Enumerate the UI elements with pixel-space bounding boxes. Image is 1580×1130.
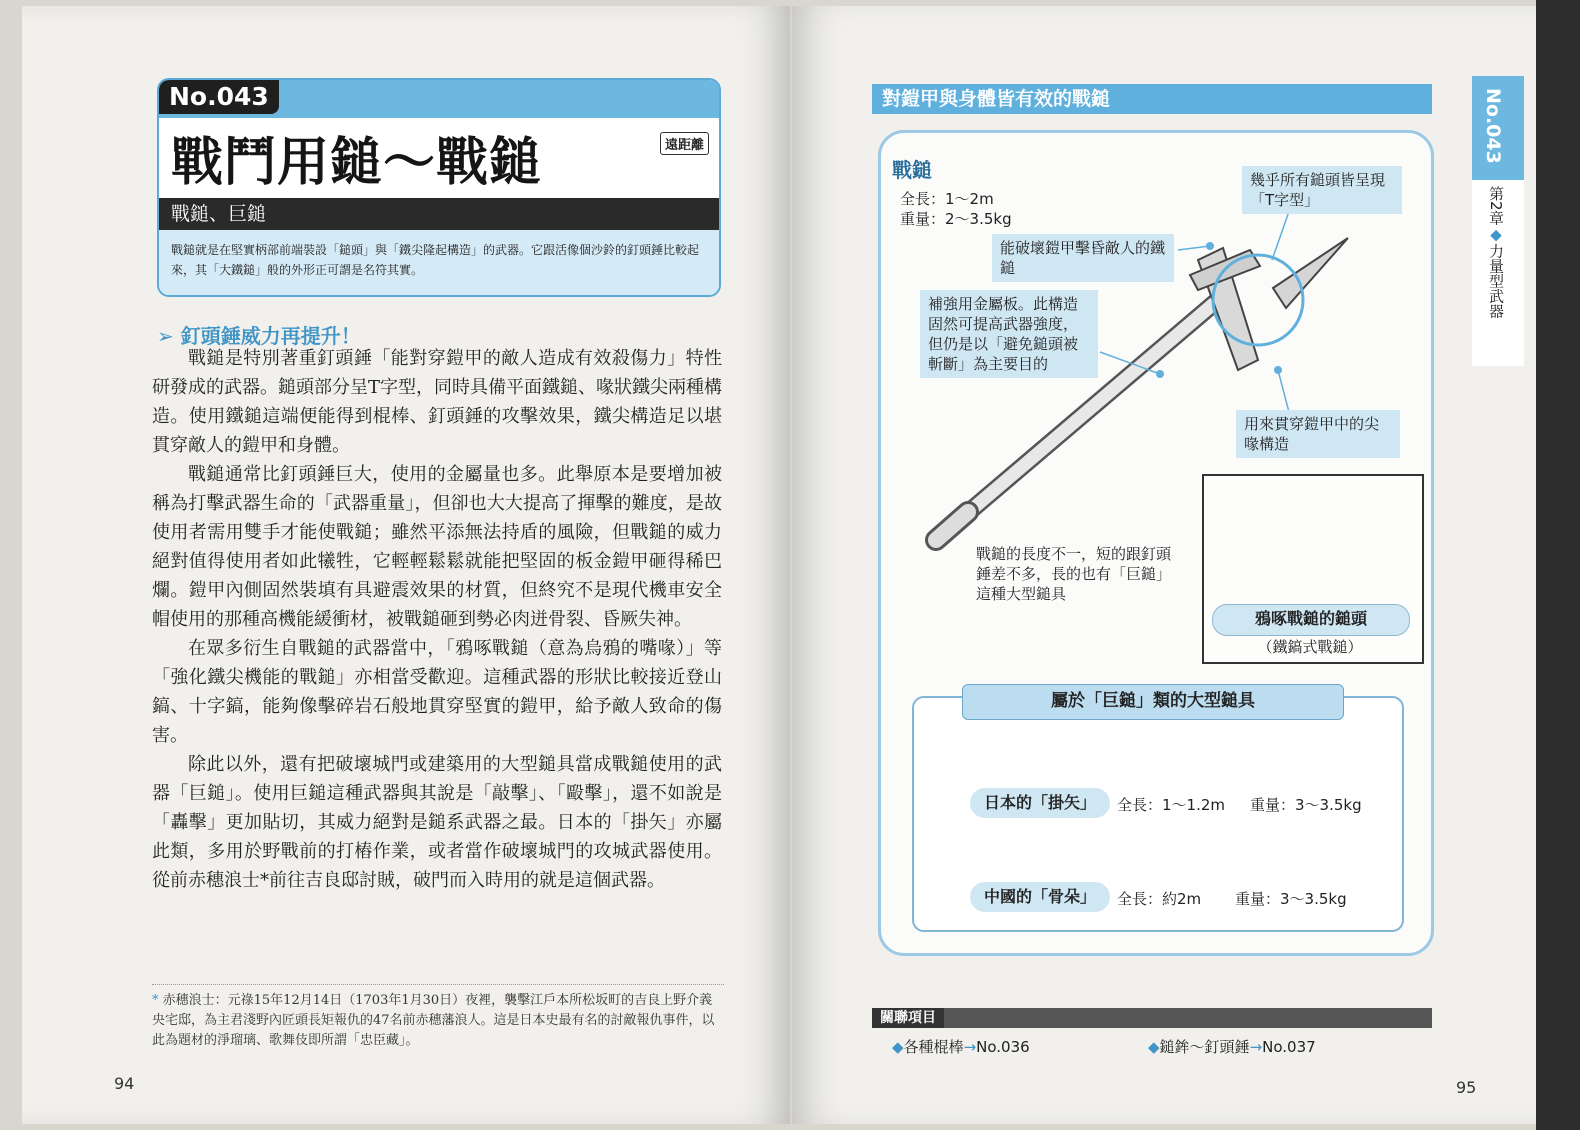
related-ref: No.036 [976,1038,1030,1056]
guduo-length: 全長：約2m [1117,890,1202,908]
related-label: 關聯項目 [872,1008,944,1028]
title-box [157,78,721,297]
left-page [22,6,790,1124]
callout-t-shape: 幾乎所有鎚頭皆呈現「T字型」 [1242,166,1402,214]
side-tab-chapter-prefix: 第2章 [1487,186,1505,226]
footnote-marker: * [152,993,159,1008]
callout-plate: 補強用金屬板。此構造固然可提高武器強度，但仍是以「避免鎚頭被斬斷」為主要目的 [920,290,1098,378]
kakeya-weight: 重量：3～3.5kg [1250,796,1362,814]
callout-spike: 用來貫穿鎧甲中的尖喙構造 [1236,410,1400,458]
entry-number: No.043 [159,80,279,114]
subtitle-bar: 戰鎚、巨鎚 [159,198,719,230]
side-tab-number-box [1472,76,1524,180]
inset-label: 鴉啄戰鎚的鎚頭 [1212,604,1410,636]
related-bar [872,1008,1432,1028]
page-number-right: 95 [1456,1078,1477,1097]
related-text: 鎚鉾～釘頭錘 [1159,1038,1250,1056]
kakeya-name: 日本的「掛矢」 [970,788,1110,818]
paragraph-1: 戰鎚是特別著重釘頭錘「能對穿鎧甲的敵人造成有效殺傷力」特性研發成的武器。鎚頭部分呈T字型，同時具備平面鐵鎚、喙狀鐵尖兩種構造。使用鐵鎚這端便能得到棍棒、釘頭錘的攻擊效果，鐵尖構造足以堪貫穿敵人的鎧甲和身體。 [152,348,723,456]
weapon-weight: 重量：2～3.5kg [900,210,1012,228]
footnote [152,984,724,1051]
paragraph-3: 在眾多衍生自戰鎚的武器當中，「鴉啄戰鎚（意為烏鴉的嘴喙）」等「強化鐵尖機能的戰鎚」亦相當受歡迎。這種武器的形狀比較接近登山鎬、十字鎬，能夠像擊碎岩石般地貫穿堅實的鎧甲，給予敵人致命的傷害。 [152,638,722,746]
range-badge: 遠距離 [660,132,709,155]
diagram-title: 對鎧甲與身體皆有效的戰鎚 [872,84,1432,114]
side-tab [1472,76,1524,366]
weapon-name: 戰鎚 [892,158,932,182]
arrow-icon: → [963,1038,977,1056]
callout-hammer: 能破壞鎧甲擊昏敵人的鐵鎚 [992,234,1174,282]
length-note: 戰鎚的長度不一，短的跟釘頭錘差不多，長的也有「巨鎚」這種大型鎚具 [976,545,1172,603]
page-number-left: 94 [114,1074,135,1093]
big-hammers-title: 屬於「巨鎚」類的大型鎚具 [962,684,1344,720]
right-page [792,6,1536,1124]
related-ref: No.037 [1262,1038,1316,1056]
paragraph-2: 戰鎚通常比釘頭錘巨大，使用的金屬量也多。此舉原本是要增加被稱為打擊武器生命的「武器重量」，但卻也大大提高了揮擊的難度，是故使用者需用雙手才能使戰鎚；雖然平添無法持盾的風險，但戰鎚的威力絕對值得使用者如此犧牲，它輕輕鬆鬆就能把堅固的板金鎧甲砸得稀巴爛。鎧甲內側固然裝填有具避震效果的材質，但終究不是現代機車安全帽使用的那種高機能緩衝材，被戰鎚砸到勢必肉迸骨裂、昏厥失神。 [152,464,722,630]
guduo-name: 中國的「骨朵」 [970,882,1110,912]
summary-text: 戰鎚就是在堅實柄部前端裝設「鎚頭」與「鐵尖隆起構造」的武器。它跟活像個沙鈴的釘頭錘比較起來，其「大鐵鎚」般的外形正可謂是名符其實。 [159,230,719,295]
arrow-icon: → [1249,1038,1263,1056]
footnote-text: 赤穗浪士：元祿15年12月14日（1703年1月30日）夜裡，襲擊江戶本所松坂町的吉良上野介義央宅邸，為主君淺野內匠頭長矩報仇的47名前赤穗藩浪人。這是日本史最有名的討敵報仇事件，以此為題材的淨瑠璃、歌舞伎即所謂「忠臣藏」。 [152,993,715,1048]
kakeya-length: 全長：1～1.2m [1117,796,1226,814]
related-link-clubs[interactable] [892,1036,1030,1057]
book-edge [1536,0,1580,1130]
side-tab-number: No.043 [1482,88,1504,164]
related-link-mace[interactable] [1148,1036,1316,1057]
diamond-icon: ◆ [1487,225,1505,244]
weapon-length: 全長：1～2m [900,190,994,208]
related-text: 各種棍棒 [903,1038,964,1056]
body-text [152,344,722,895]
paragraph-4: 除此以外，還有把破壞城門或建築用的大型鎚具當成戰鎚使用的武器「巨鎚」。使用巨鎚這種武器與其說是「敲擊」、「毆擊」，還不如說是「轟擊」更加貼切，其威力絕對是鎚系武器之最。日本的「掛矢」亦屬此類，多用於野戰前的打樁作業，或者當作破壞城門的攻城武器使用。從前赤穗浪士*前往吉良邸討賊，破門而入時用的就是這個武器。 [152,754,722,891]
section-heading: ➢ 釘頭錘威力再提升！ [157,324,361,348]
diamond-icon: ◆ [1148,1038,1160,1056]
guduo-weight: 重量：3～3.5kg [1235,890,1347,908]
inset-sub: （鐵鎬式戰鎚） [1257,638,1363,656]
diamond-icon: ◆ [892,1038,904,1056]
side-tab-chapter-name: 力量型武器 [1487,243,1505,319]
side-tab-chapter [1486,186,1507,319]
page-title: 戰鬥用鎚～戰鎚 [171,133,543,193]
